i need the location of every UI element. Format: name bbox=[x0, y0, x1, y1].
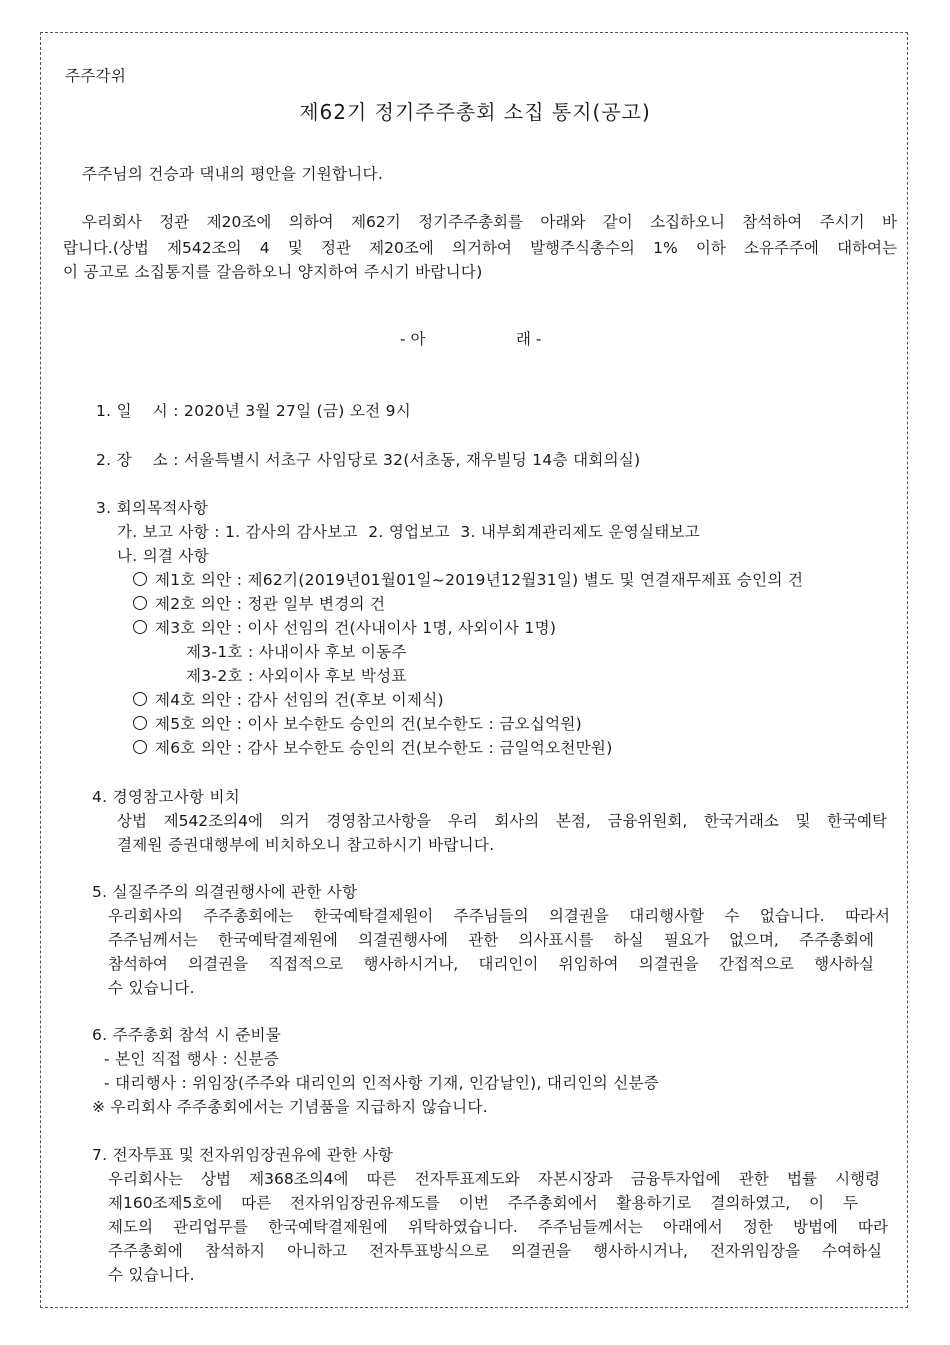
section-heading: 4. 경영참고사항 비치 bbox=[92, 788, 241, 806]
body-line: 우리회사는 상법 제368조의4에 따른 전자투표제도와 자본시장과 금융투자업에 관한 법률 시행령 bbox=[108, 1170, 880, 1188]
section-heading: 5. 실질주주의 의결권행사에 관한 사항 bbox=[92, 883, 358, 901]
body-line: 참석하여 의결권을 직접적으로 행사하시거나, 대리인이 위임하여 의결권을 간접적으로 행사하실 bbox=[108, 955, 874, 973]
item-venue: 2. 장 소 : 서울특별시 서초구 사임당로 32(서초동, 재우빌딩 14층 대회의실) bbox=[96, 451, 641, 469]
agenda-heading: 3. 회의목적사항 bbox=[96, 499, 209, 517]
agenda-item bbox=[133, 712, 582, 736]
section-heading: 7. 전자투표 및 전자위임장권유에 관한 사항 bbox=[92, 1146, 394, 1164]
section-heading: 6. 주주총회 참석 시 준비물 bbox=[92, 1026, 282, 1044]
sub-agenda-item: 제3-1호 : 사내이사 후보 이동주 bbox=[186, 643, 407, 661]
report-items: 가. 보고 사항 : 1. 감사의 감사보고 2. 영업보고 3. 내부회계관리제도 운영실태보고 bbox=[117, 523, 701, 541]
agenda-text: 제5호 의안 : 이사 보수한도 승인의 건(보수한도 : 금오십억원) bbox=[155, 715, 582, 733]
body-line: 주주님께서는 한국예탁결제원에 의결권행사에 관한 의사표시를 하실 필요가 없으며, 주주총회에 bbox=[108, 931, 874, 949]
addressee: 주주각위 bbox=[65, 67, 127, 85]
body-line: 주주총회에 참석하지 아니하고 전자투표방식으로 의결권을 행사하시거나, 전자위임장을 수여하실 bbox=[108, 1242, 882, 1260]
body-line: 상법 제542조의4에 의거 경영참고사항을 우리 회사의 본점, 금융위원회, 한국거래소 및 한국예탁 bbox=[117, 812, 887, 830]
intro-line-1: 우리회사 정관 제20조에 의하여 제62기 정기주주총회를 아래와 같이 소집하오니 참석하여 주시기 바 bbox=[82, 213, 897, 231]
body-line: 우리회사의 주주총회에는 한국예탁결제원이 주주님들의 의결권을 대리행사할 수 없습니다. 따라서 bbox=[108, 907, 890, 925]
sub-agenda-item: 제3-2호 : 사외이사 후보 박성표 bbox=[186, 667, 407, 685]
below-marker-right: 래 - bbox=[516, 330, 542, 348]
circle-bullet-icon bbox=[133, 716, 147, 730]
circle-bullet-icon bbox=[133, 620, 147, 634]
prep-item: - 본인 직접 행사 : 신분증 bbox=[104, 1050, 280, 1068]
below-marker-left: - 아 bbox=[400, 330, 426, 348]
body-line: 수 있습니다. bbox=[108, 1266, 195, 1284]
agenda-text: 제2호 의안 : 정관 일부 변경의 건 bbox=[155, 595, 386, 613]
note: ※ 우리회사 주주총회에서는 기념품을 지급하지 않습니다. bbox=[92, 1098, 488, 1116]
body-line: 제160조제5호에 따른 전자위임장권유제도를 이번 주주총회에서 활용하기로 결의하였고, 이 두 bbox=[108, 1194, 858, 1212]
agenda-item bbox=[133, 568, 803, 592]
agenda-text: 제6호 의안 : 감사 보수한도 승인의 건(보수한도 : 금일억오천만원) bbox=[155, 739, 613, 757]
intro-line-2: 랍니다.(상법 제542조의 4 및 정관 제20조에 의거하여 발행주식총수의 1% 이하 소유주주에 대하여는 bbox=[63, 239, 897, 257]
resolution-heading: 나. 의결 사항 bbox=[117, 547, 210, 565]
page-title: 제62기 정기주주총회 소집 통지(공고) bbox=[299, 100, 651, 124]
item-datetime: 1. 일 시 : 2020년 3월 27일 (금) 오전 9시 bbox=[96, 402, 412, 420]
circle-bullet-icon bbox=[133, 596, 147, 610]
agenda-item bbox=[133, 592, 385, 616]
agenda-item bbox=[133, 688, 444, 712]
body-line: 결제원 증권대행부에 비치하오니 참고하시기 바랍니다. bbox=[117, 836, 495, 854]
circle-bullet-icon bbox=[133, 740, 147, 754]
agenda-item bbox=[133, 616, 556, 640]
prep-item: - 대리행사 : 위임장(주주와 대리인의 인적사항 기재, 인감날인), 대리인의 신분증 bbox=[104, 1074, 660, 1092]
agenda-text: 제3호 의안 : 이사 선임의 건(사내이사 1명, 사외이사 1명) bbox=[155, 619, 557, 637]
intro-line-3: 이 공고로 소집통지를 갈음하오니 양지하여 주시기 바랍니다) bbox=[63, 263, 483, 281]
circle-bullet-icon bbox=[133, 572, 147, 586]
circle-bullet-icon bbox=[133, 692, 147, 706]
agenda-text: 제4호 의안 : 감사 선임의 건(후보 이제식) bbox=[155, 691, 444, 709]
greeting: 주주님의 건승과 댁내의 평안을 기원합니다. bbox=[82, 165, 384, 183]
body-line: 수 있습니다. bbox=[108, 979, 195, 997]
agenda-text: 제1호 의안 : 제62기(2019년01월01일~2019년12월31일) 별도 및 연결재무제표 승인의 건 bbox=[155, 571, 804, 589]
body-line: 제도의 관리업무를 한국예탁결제원에 위탁하였습니다. 주주님들께서는 아래에서 정한 방법에 따라 bbox=[108, 1218, 888, 1236]
agenda-item bbox=[133, 736, 613, 760]
